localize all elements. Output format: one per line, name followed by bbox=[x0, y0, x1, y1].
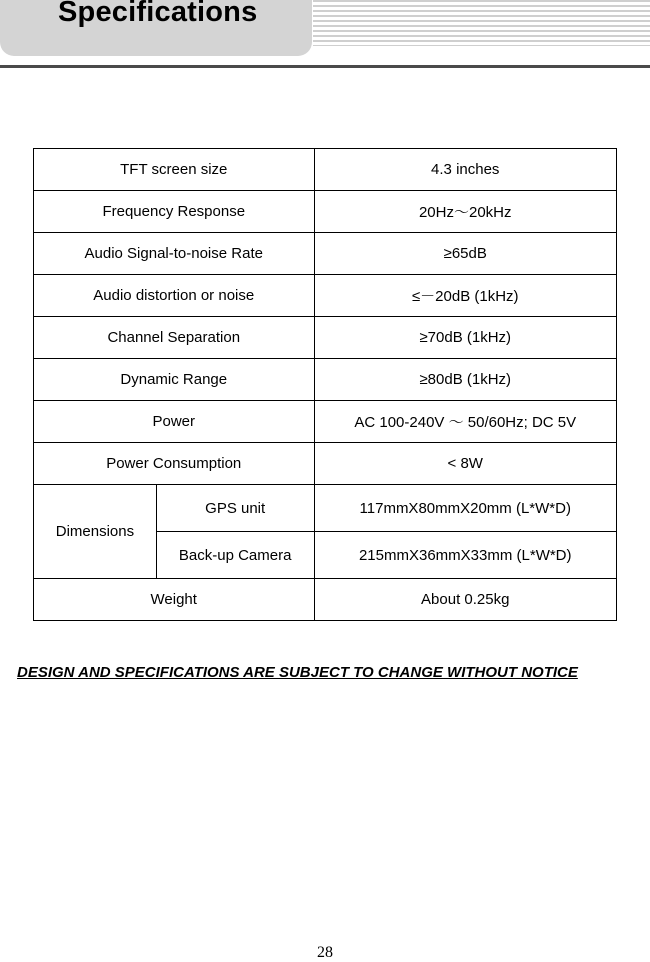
spec-value: 4.3 inches bbox=[314, 149, 617, 191]
spec-value: ≥70dB (1kHz) bbox=[314, 317, 617, 359]
spec-sublabel: Back-up Camera bbox=[156, 532, 314, 579]
spec-value: AC 100-240V ～ 50/60Hz; DC 5V bbox=[314, 401, 617, 443]
spec-value: ≤－20dB (1kHz) bbox=[314, 275, 617, 317]
change-notice: DESIGN AND SPECIFICATIONS ARE SUBJECT TO CHANGE WITHOUT NOTICE bbox=[17, 664, 578, 681]
table-row bbox=[34, 443, 617, 485]
table-row bbox=[34, 317, 617, 359]
header-stripes bbox=[313, 0, 650, 46]
table-row bbox=[34, 401, 617, 443]
spec-label-dimensions: Dimensions bbox=[34, 485, 157, 579]
spec-label: Power bbox=[34, 401, 315, 443]
table-row bbox=[34, 275, 617, 317]
page-number: 28 bbox=[317, 944, 333, 961]
table-row bbox=[34, 359, 617, 401]
spec-value: 117mmX80mmX20mm (L*W*D) bbox=[314, 485, 617, 532]
spec-value: < 8W bbox=[314, 443, 617, 485]
table-row bbox=[34, 485, 617, 532]
spec-label: Weight bbox=[34, 579, 315, 621]
table-row bbox=[34, 191, 617, 233]
spec-value: 20Hz～20kHz bbox=[314, 191, 617, 233]
spec-label: TFT screen size bbox=[34, 149, 315, 191]
section-header-tab bbox=[0, 0, 312, 56]
spec-label: Audio Signal-to-noise Rate bbox=[34, 233, 315, 275]
spec-label: Channel Separation bbox=[34, 317, 315, 359]
spec-label: Power Consumption bbox=[34, 443, 315, 485]
specifications-table bbox=[33, 148, 617, 621]
table-row bbox=[34, 149, 617, 191]
spec-value: ≥80dB (1kHz) bbox=[314, 359, 617, 401]
spec-value: About 0.25kg bbox=[314, 579, 617, 621]
spec-value: 215mmX36mmX33mm (L*W*D) bbox=[314, 532, 617, 579]
page-title: Specifications bbox=[58, 0, 258, 28]
table-row bbox=[34, 233, 617, 275]
spec-label: Frequency Response bbox=[34, 191, 315, 233]
spec-value: ≥65dB bbox=[314, 233, 617, 275]
spec-label: Audio distortion or noise bbox=[34, 275, 315, 317]
spec-sublabel: GPS unit bbox=[156, 485, 314, 532]
header-divider bbox=[0, 65, 650, 68]
spec-label: Dynamic Range bbox=[34, 359, 315, 401]
table-row bbox=[34, 579, 617, 621]
